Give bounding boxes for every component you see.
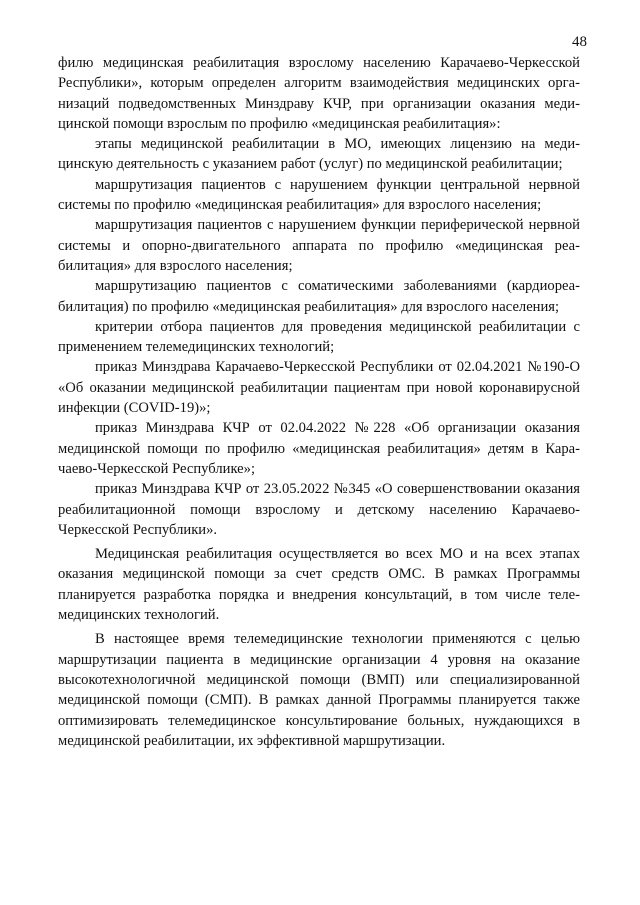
page-number: 48 bbox=[572, 34, 587, 50]
paragraph-rehab-oms: Медицинская реабилитация осуществляется во всех МО и на всех этапах оказания медицинской помощи за счет средств ОМС. В рамках Программы планируется разработка порядка и внедрения консультаций, в том числе телемедицинских технологий. bbox=[58, 546, 580, 624]
paragraph-order-345: приказ Минздрава КЧР от 23.05.2022 №345 «О совершенствовании оказания реабилитационной помощи взрослому и детскому населению Карачаево-Черкесской Республики». bbox=[58, 481, 580, 538]
paragraph-rehab-stages: этапы медицинской реабилитации в МО, имеющих лицензию на медицинскую деятельность с указанием работ (услуг) по медицинской реабилитации; bbox=[58, 136, 580, 173]
paragraph-cns-routing: маршрутизация пациентов с нарушением функции центральной нервной системы по профилю «медицинская реабилитация» для взрослого населения; bbox=[58, 176, 580, 214]
paragraph-somatic-routing: маршрутизацию пациентов с соматическими заболеваниями (кардиореабилитация) по профилю «медицинская реабилитация» для взрослого населения; bbox=[58, 278, 580, 315]
document-body bbox=[58, 53, 580, 751]
paragraph-pns-routing: маршрутизация пациентов с нарушением функции периферической нервной системы и опорно-двигательного аппарата по профилю «медицинская реабилитация» для взрослого населения; bbox=[58, 217, 580, 274]
paragraph-continuation: филю медицинская реабилитация взрослому населению Карачаево-Черкесской Республики», которым определен алгоритм взаимодействия медицинских организаций подведомственных Минздраву КЧР, при организации оказания медицинской помощи взрослым по профилю «медицинская реабилитация»: bbox=[58, 55, 580, 132]
paragraph-order-228: приказ Минздрава КЧР от 02.04.2022 №228 «Об организации оказания медицинской помощи по профилю «медицинская реабилитация» детям в Карачаево-Черкесской Республике»; bbox=[58, 420, 580, 477]
paragraph-order-190: приказ Минздрава Карачаево-Черкесской Республики от 02.04.2021 №190-О «Об оказании медицинской реабилитации пациентам при новой коронавирусной инфекции (COVID-19)»; bbox=[58, 359, 580, 417]
paragraph-telemedicine: В настоящее время телемедицинские технологии применяются с целью маршрутизации пациента в медицинские организации 4 уровня на оказание высокотехнологичной медицинской помощи (ВМП) или специализированной медицинской помощи (СМП). В рамках данной Программы планируется также оптимизировать телемедицинское консультирование больных, нуждающихся в медицинской реабилитации, их эффективной маршрутизации. bbox=[58, 631, 580, 749]
paragraph-selection-criteria: критерии отбора пациентов для проведения медицинской реабилитации с применением телемедицинских технологий; bbox=[58, 318, 580, 356]
